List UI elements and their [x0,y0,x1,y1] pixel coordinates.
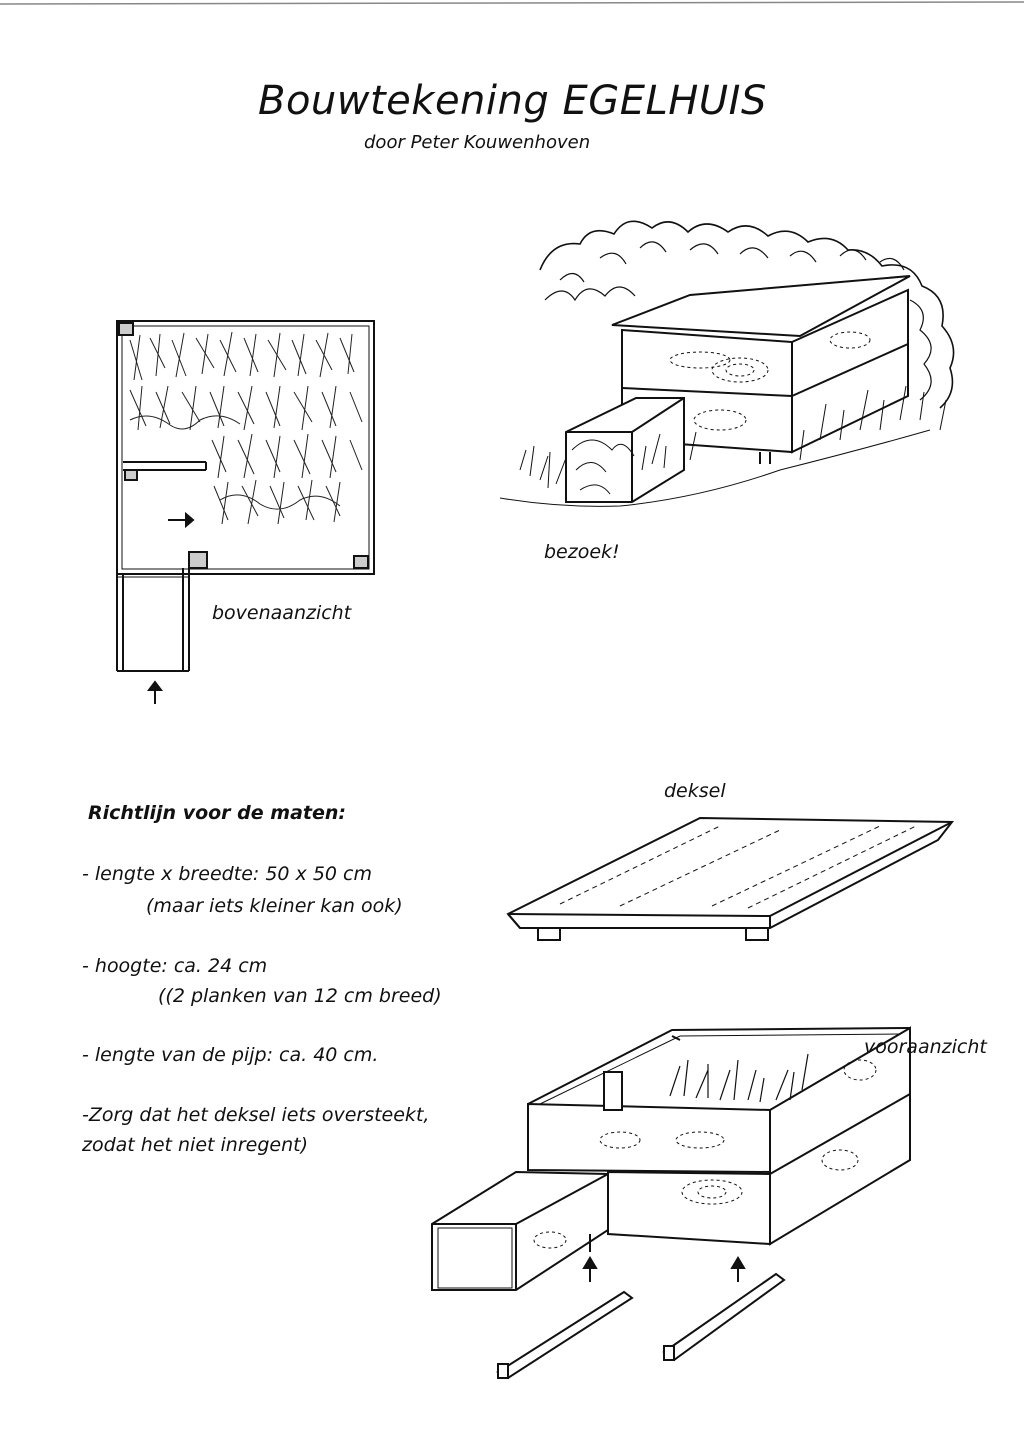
guideline-lid-overhang: -Zorg dat het deksel iets oversteekt, [82,1104,430,1126]
lid-label: deksel [664,780,726,802]
guideline-lid-overhang-cont: zodat het niet inregent) [82,1134,308,1156]
guideline-height: - hoogte: ca. 24 cm [82,955,268,977]
page-subtitle: door Peter Kouwenhoven [364,132,591,153]
page-title: Bouwtekening EGELHUIS [258,78,767,124]
guideline-pipe-length: - lengte van de pijp: ca. 40 cm. [82,1044,379,1066]
guideline-size-note: (maar iets kleiner kan ook) [146,895,403,917]
guideline-height-note: ((2 planken van 12 cm breed) [158,985,442,1007]
front-view-drawing [432,1028,910,1378]
visit-illustration [500,221,954,506]
guidelines-heading: Richtlijn voor de maten: [88,802,346,824]
top-view-grass-hatching [130,332,362,524]
visit-label: bezoek! [544,541,620,563]
front-view-label: vooraanzicht [864,1036,987,1058]
guideline-size: - lengte x breedte: 50 x 50 cm [82,863,372,885]
lid-drawing [508,818,952,940]
top-view-label: bovenaanzicht [212,602,352,624]
